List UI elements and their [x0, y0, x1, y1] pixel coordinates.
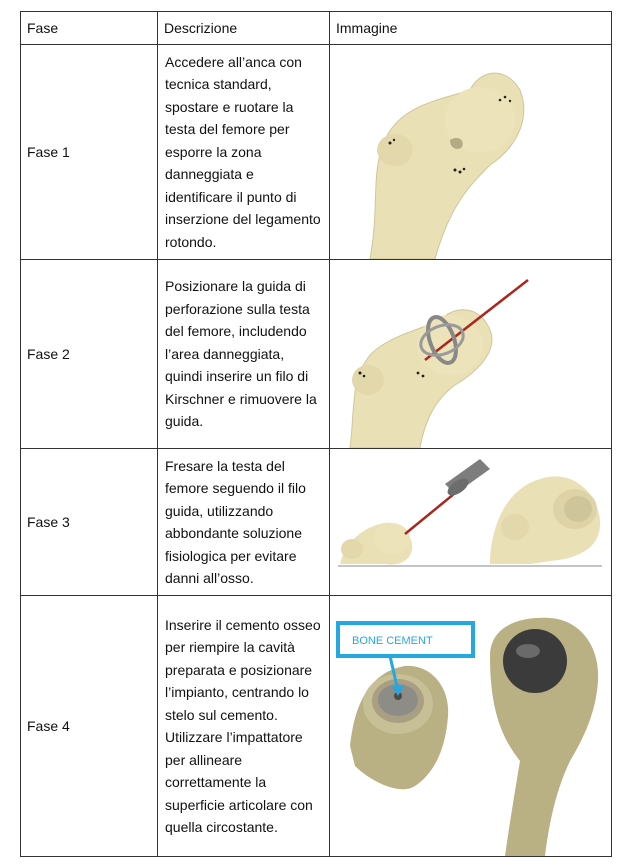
table-row — [21, 596, 612, 857]
surgical-steps-table — [20, 11, 612, 857]
phase-cell: Fase 2 — [21, 260, 158, 449]
image-cell — [330, 45, 612, 260]
bone-cement-label: BONE CEMENT — [352, 635, 433, 647]
phase-cell: Fase 3 — [21, 449, 158, 596]
drill-guide-illustration — [330, 260, 611, 448]
header-description: Descrizione — [158, 12, 330, 45]
header-image: Immagine — [330, 12, 612, 45]
description-cell: Posizionare la guida di perforazione sulla testa del femore, includendo l’area danneggiata, quindi inserire un filo di Kirschner e rimuovere la guida. — [158, 260, 330, 449]
table-row — [21, 260, 612, 449]
table-row — [21, 45, 612, 260]
description-cell: Fresare la testa del femore seguendo il filo guida, utilizzando abbondante soluzione fisiologica per evitare danni all’osso. — [158, 449, 330, 596]
image-cell — [330, 260, 612, 449]
phase-cell: Fase 1 — [21, 45, 158, 260]
image-cell — [330, 449, 612, 596]
table-row — [21, 449, 612, 596]
table-header-row — [21, 12, 612, 45]
reaming-illustration — [330, 449, 611, 595]
description-cell: Inserire il cemento osseo per riempire la cavità preparata e posizionare l’impianto, centrando lo stelo sul cemento. Utilizzare l’impattatore per allineare correttamente la superficie articolare con quella circostante. — [158, 596, 330, 857]
femur-head-illustration — [330, 45, 611, 259]
bone-cement-illustration — [330, 596, 611, 856]
image-cell — [330, 596, 612, 857]
phase-cell: Fase 4 — [21, 596, 158, 857]
header-phase: Fase — [21, 12, 158, 45]
description-cell: Accedere all’anca con tecnica standard, spostare e ruotare la testa del femore per esporre la zona danneggiata e identificare il punto di inserzione del legamento rotondo. — [158, 45, 330, 260]
